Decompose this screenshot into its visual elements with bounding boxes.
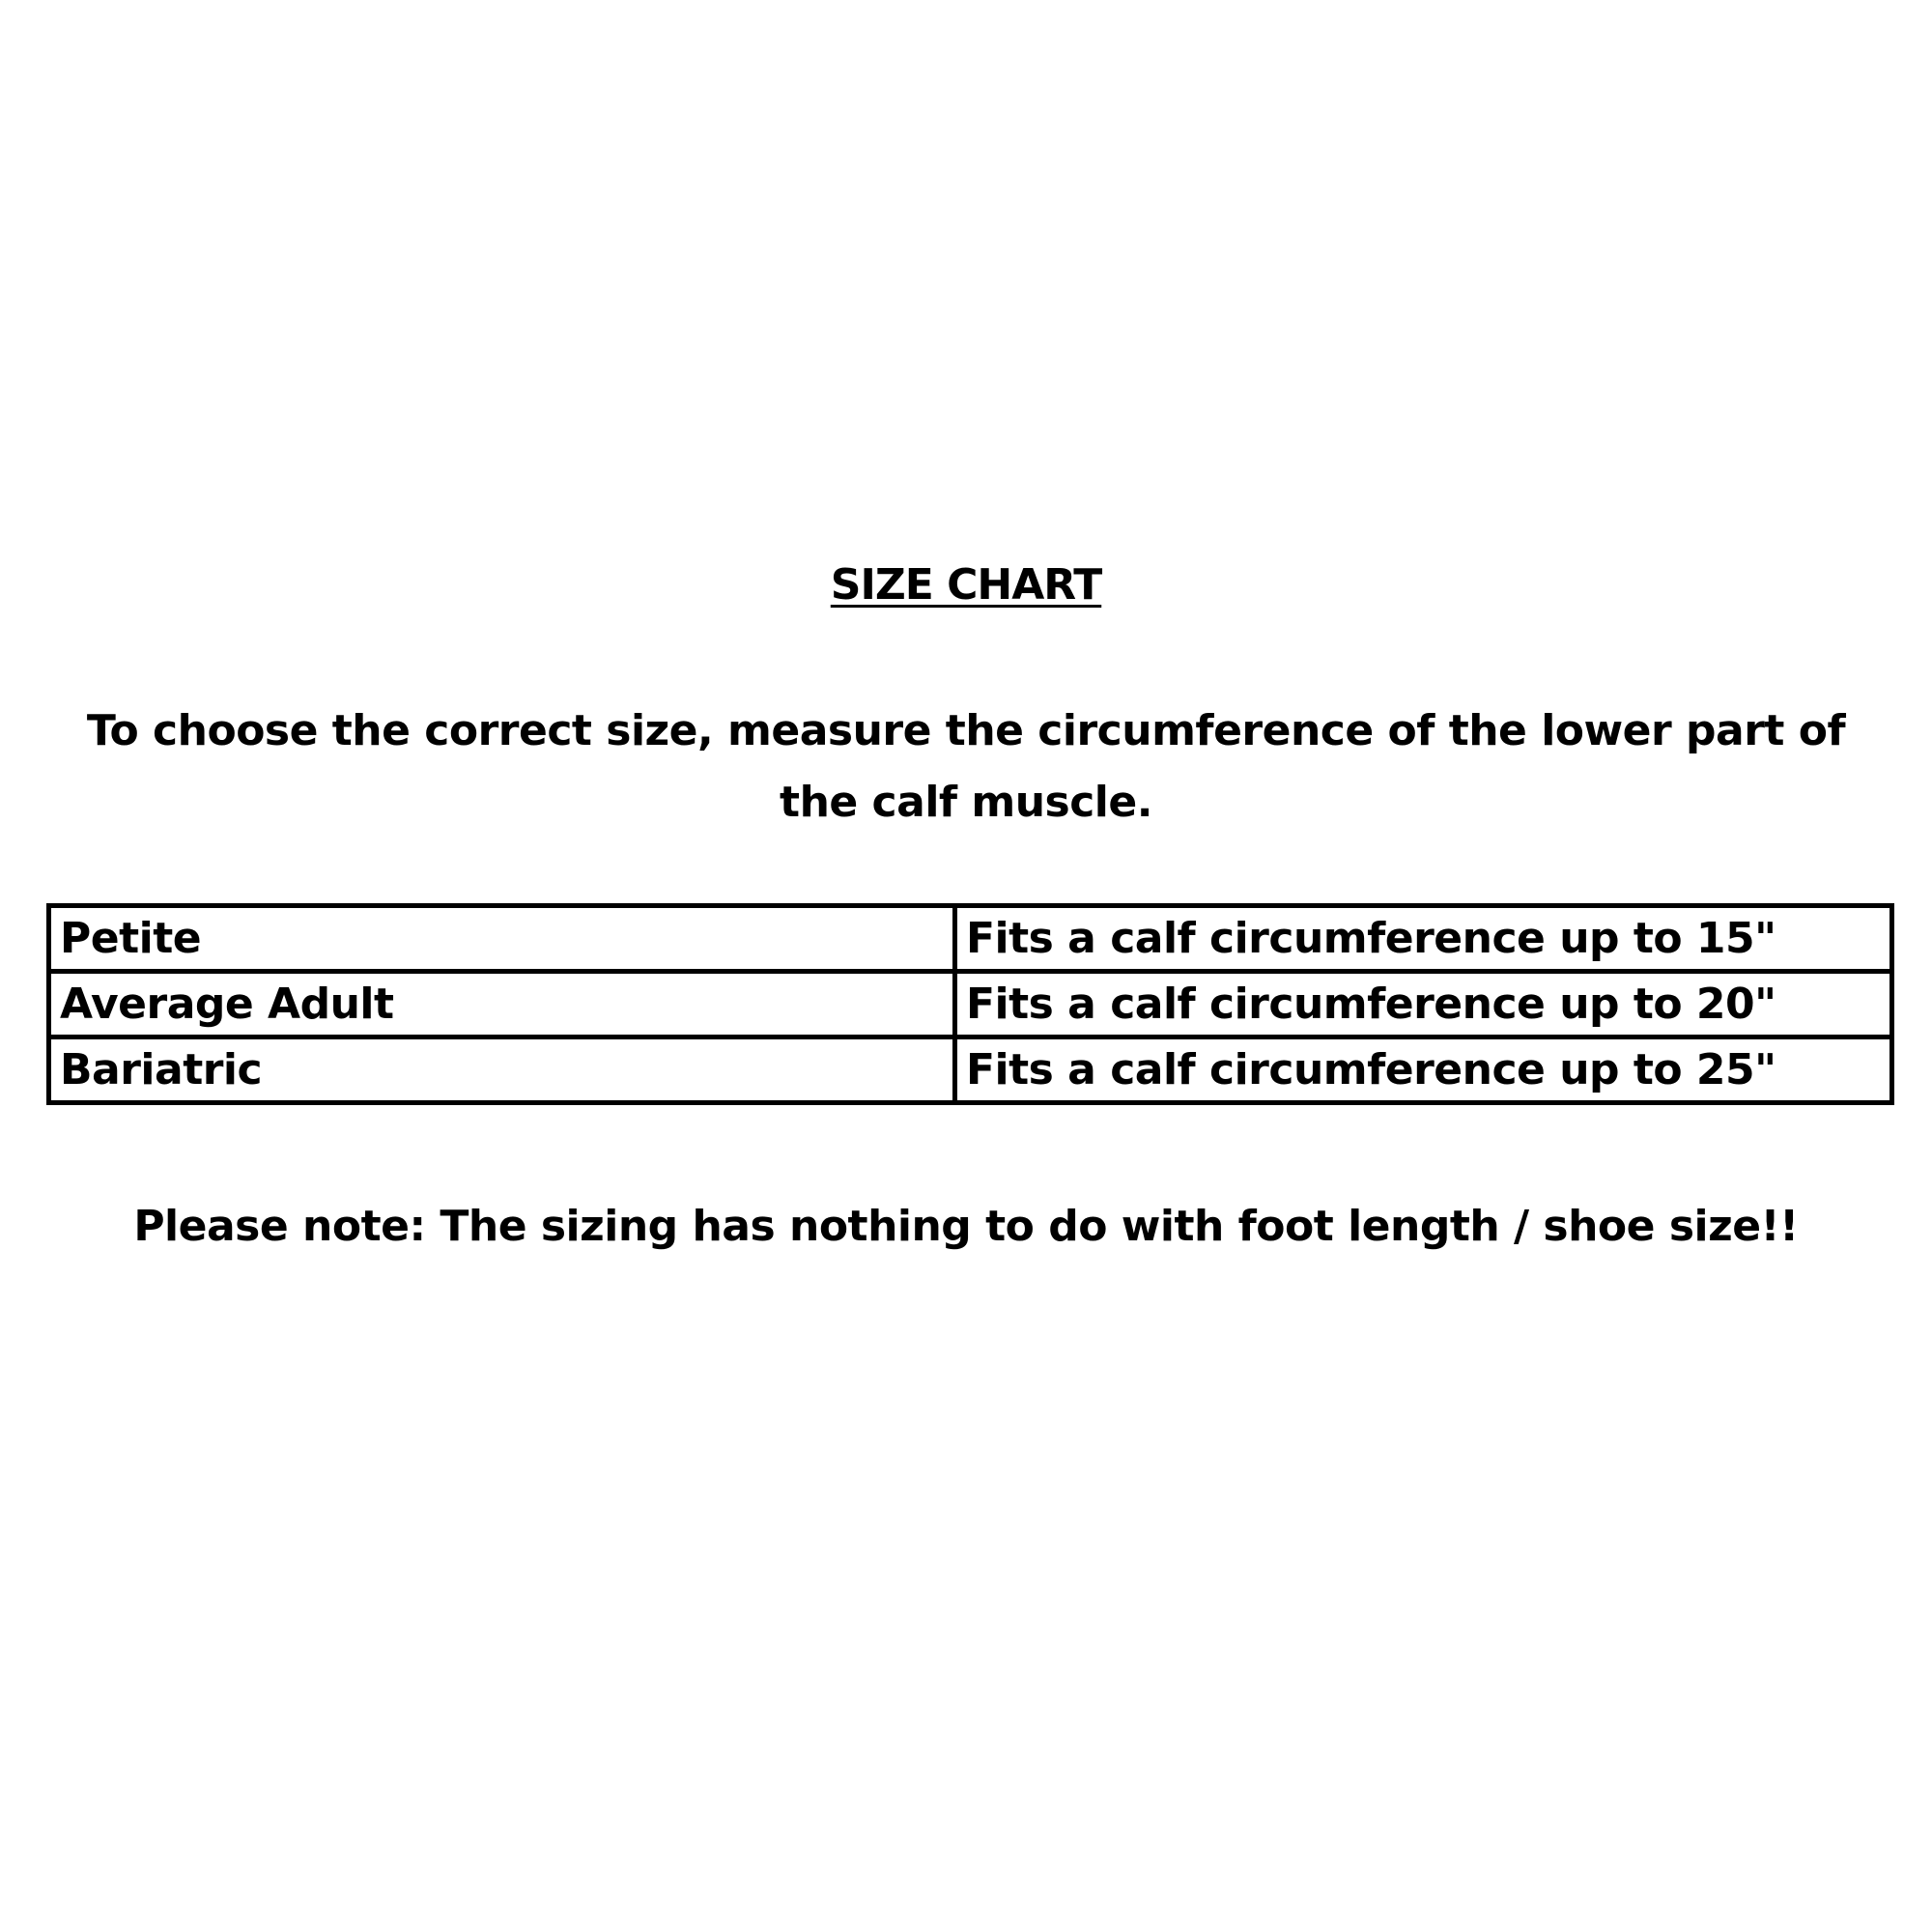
size-name-cell: Average Adult bbox=[49, 972, 955, 1037]
table-row bbox=[49, 1037, 1892, 1103]
size-fit-cell: Fits a calf circumference up to 25" bbox=[955, 1037, 1892, 1103]
size-instructions: To choose the correct size, measure the circumference of the lower part of the calf muscle. bbox=[86, 706, 1846, 827]
table-row bbox=[49, 972, 1892, 1037]
size-name-cell: Petite bbox=[49, 906, 955, 972]
table-row bbox=[49, 906, 1892, 972]
size-fit-cell: Fits a calf circumference up to 15" bbox=[955, 906, 1892, 972]
size-table bbox=[46, 903, 1894, 1105]
page-title: SIZE CHART bbox=[830, 560, 1102, 610]
size-fit-cell: Fits a calf circumference up to 20" bbox=[955, 972, 1892, 1037]
size-name-cell: Bariatric bbox=[49, 1037, 955, 1103]
sizing-note: Please note: The sizing has nothing to do with foot length / shoe size!! bbox=[133, 1202, 1799, 1251]
